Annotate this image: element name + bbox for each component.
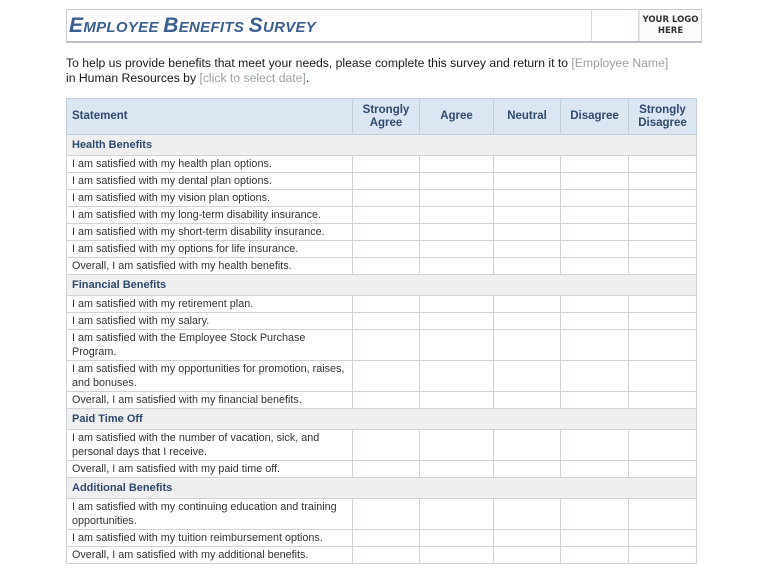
survey-body xyxy=(67,135,697,564)
response-cell-neutral[interactable] xyxy=(494,190,561,207)
logo-placeholder[interactable] xyxy=(639,10,701,41)
response-cell-neutral[interactable] xyxy=(494,296,561,313)
table-row xyxy=(67,392,697,409)
survey-table xyxy=(66,98,697,564)
response-cell-strongly-disagree[interactable] xyxy=(629,547,697,564)
response-cell-disagree[interactable] xyxy=(561,530,629,547)
statement-cell: I am satisfied with the Employee Stock Purchase Program. xyxy=(67,330,353,361)
response-cell-agree[interactable] xyxy=(420,530,494,547)
response-cell-strongly-agree[interactable] xyxy=(353,361,420,392)
response-cell-neutral[interactable] xyxy=(494,430,561,461)
response-cell-strongly-disagree[interactable] xyxy=(629,330,697,361)
response-cell-strongly-disagree[interactable] xyxy=(629,173,697,190)
intro-text: To help us provide benefits that meet your needs, please complete this survey and return it to [Employee Name] in Human Resources by [click to select date]. xyxy=(66,56,669,85)
response-cell-neutral[interactable] xyxy=(494,547,561,564)
response-cell-strongly-disagree[interactable] xyxy=(629,224,697,241)
response-cell-disagree[interactable] xyxy=(561,224,629,241)
response-cell-neutral[interactable] xyxy=(494,173,561,190)
section-row xyxy=(67,275,697,296)
statement-cell: Overall, I am satisfied with my paid time off. xyxy=(67,461,353,478)
response-cell-strongly-disagree[interactable] xyxy=(629,530,697,547)
column-header-statement: Statement xyxy=(67,99,353,135)
response-cell-strongly-agree[interactable] xyxy=(353,330,420,361)
section-title: Additional Benefits xyxy=(67,478,697,499)
response-cell-agree[interactable] xyxy=(420,173,494,190)
response-cell-agree[interactable] xyxy=(420,392,494,409)
response-cell-neutral[interactable] xyxy=(494,156,561,173)
table-row xyxy=(67,241,697,258)
statement-cell: Overall, I am satisfied with my additional benefits. xyxy=(67,547,353,564)
response-cell-disagree[interactable] xyxy=(561,430,629,461)
statement-cell: Overall, I am satisfied with my health benefits. xyxy=(67,258,353,275)
column-header-agree: Agree xyxy=(420,99,494,135)
table-row xyxy=(67,430,697,461)
statement-cell: I am satisfied with my long-term disability insurance. xyxy=(67,207,353,224)
employee-name-field[interactable]: [Employee Name] xyxy=(571,56,669,70)
table-header-row xyxy=(67,99,697,135)
response-cell-strongly-agree[interactable] xyxy=(353,156,420,173)
statement-cell: I am satisfied with my health plan options. xyxy=(67,156,353,173)
title-bar xyxy=(66,9,702,43)
response-cell-neutral[interactable] xyxy=(494,224,561,241)
response-cell-strongly-agree[interactable] xyxy=(353,241,420,258)
table-row xyxy=(67,530,697,547)
response-cell-strongly-disagree[interactable] xyxy=(629,361,697,392)
table-row xyxy=(67,224,697,241)
response-cell-strongly-agree[interactable] xyxy=(353,224,420,241)
statement-cell: I am satisfied with my continuing education and training opportunities. xyxy=(67,499,353,530)
section-title: Financial Benefits xyxy=(67,275,697,296)
response-cell-agree[interactable] xyxy=(420,361,494,392)
table-row xyxy=(67,190,697,207)
date-picker-field[interactable]: [click to select date] xyxy=(199,71,306,85)
response-cell-strongly-disagree[interactable] xyxy=(629,241,697,258)
response-cell-agree[interactable] xyxy=(420,241,494,258)
response-cell-strongly-disagree[interactable] xyxy=(629,190,697,207)
response-cell-strongly-disagree[interactable] xyxy=(629,207,697,224)
response-cell-disagree[interactable] xyxy=(561,173,629,190)
column-header-disagree: Disagree xyxy=(561,99,629,135)
response-cell-neutral[interactable] xyxy=(494,499,561,530)
response-cell-strongly-disagree[interactable] xyxy=(629,499,697,530)
table-row xyxy=(67,461,697,478)
response-cell-agree[interactable] xyxy=(420,313,494,330)
response-cell-disagree[interactable] xyxy=(561,313,629,330)
response-cell-agree[interactable] xyxy=(420,547,494,564)
section-row xyxy=(67,409,697,430)
response-cell-neutral[interactable] xyxy=(494,461,561,478)
response-cell-strongly-agree[interactable] xyxy=(353,258,420,275)
response-cell-disagree[interactable] xyxy=(561,392,629,409)
response-cell-disagree[interactable] xyxy=(561,461,629,478)
response-cell-strongly-agree[interactable] xyxy=(353,313,420,330)
response-cell-strongly-agree[interactable] xyxy=(353,430,420,461)
response-cell-disagree[interactable] xyxy=(561,190,629,207)
response-cell-agree[interactable] xyxy=(420,330,494,361)
response-cell-disagree[interactable] xyxy=(561,241,629,258)
response-cell-agree[interactable] xyxy=(420,156,494,173)
section-title: Paid Time Off xyxy=(67,409,697,430)
statement-cell: I am satisfied with my retirement plan. xyxy=(67,296,353,313)
statement-cell: I am satisfied with the number of vacation, sick, and personal days that I receive. xyxy=(67,430,353,461)
response-cell-disagree[interactable] xyxy=(561,361,629,392)
section-row xyxy=(67,135,697,156)
response-cell-agree[interactable] xyxy=(420,258,494,275)
table-row xyxy=(67,296,697,313)
response-cell-neutral[interactable] xyxy=(494,207,561,224)
response-cell-agree[interactable] xyxy=(420,499,494,530)
statement-cell: I am satisfied with my tuition reimbursement options. xyxy=(67,530,353,547)
response-cell-strongly-agree[interactable] xyxy=(353,392,420,409)
statement-cell: I am satisfied with my salary. xyxy=(67,313,353,330)
response-cell-neutral[interactable] xyxy=(494,330,561,361)
column-header-strongly-disagree: Strongly Disagree xyxy=(629,99,697,135)
title-cell xyxy=(67,10,592,41)
response-cell-strongly-agree[interactable] xyxy=(353,530,420,547)
response-cell-disagree[interactable] xyxy=(561,156,629,173)
response-cell-disagree[interactable] xyxy=(561,258,629,275)
logo-line-1: YOUR LOGO xyxy=(642,14,699,25)
response-cell-strongly-disagree[interactable] xyxy=(629,461,697,478)
table-row xyxy=(67,313,697,330)
statement-cell: I am satisfied with my vision plan options. xyxy=(67,190,353,207)
logo-line-2: HERE xyxy=(657,25,684,36)
table-row xyxy=(67,173,697,190)
statement-cell: I am satisfied with my opportunities for promotion, raises, and bonuses. xyxy=(67,361,353,392)
response-cell-disagree[interactable] xyxy=(561,547,629,564)
response-cell-strongly-agree[interactable] xyxy=(353,547,420,564)
response-cell-strongly-disagree[interactable] xyxy=(629,296,697,313)
table-row xyxy=(67,361,697,392)
table-row xyxy=(67,207,697,224)
statement-cell: I am satisfied with my dental plan options. xyxy=(67,173,353,190)
response-cell-neutral[interactable] xyxy=(494,258,561,275)
title-spacer xyxy=(592,10,639,41)
statement-cell: I am satisfied with my options for life insurance. xyxy=(67,241,353,258)
response-cell-strongly-agree[interactable] xyxy=(353,207,420,224)
response-cell-agree[interactable] xyxy=(420,207,494,224)
table-row xyxy=(67,258,697,275)
response-cell-disagree[interactable] xyxy=(561,330,629,361)
response-cell-strongly-disagree[interactable] xyxy=(629,430,697,461)
response-cell-strongly-agree[interactable] xyxy=(353,190,420,207)
statement-cell: I am satisfied with my short-term disability insurance. xyxy=(67,224,353,241)
table-row xyxy=(67,330,697,361)
response-cell-agree[interactable] xyxy=(420,430,494,461)
response-cell-agree[interactable] xyxy=(420,296,494,313)
response-cell-strongly-disagree[interactable] xyxy=(629,392,697,409)
response-cell-neutral[interactable] xyxy=(494,392,561,409)
response-cell-disagree[interactable] xyxy=(561,296,629,313)
section-row xyxy=(67,478,697,499)
response-cell-strongly-agree[interactable] xyxy=(353,461,420,478)
response-cell-neutral[interactable] xyxy=(494,313,561,330)
response-cell-neutral[interactable] xyxy=(494,361,561,392)
response-cell-disagree[interactable] xyxy=(561,207,629,224)
response-cell-neutral[interactable] xyxy=(494,530,561,547)
response-cell-strongly-agree[interactable] xyxy=(353,173,420,190)
response-cell-agree[interactable] xyxy=(420,190,494,207)
response-cell-neutral[interactable] xyxy=(494,241,561,258)
response-cell-strongly-agree[interactable] xyxy=(353,296,420,313)
response-cell-disagree[interactable] xyxy=(561,499,629,530)
response-cell-strongly-disagree[interactable] xyxy=(629,258,697,275)
section-title: Health Benefits xyxy=(67,135,697,156)
response-cell-strongly-disagree[interactable] xyxy=(629,156,697,173)
response-cell-strongly-disagree[interactable] xyxy=(629,313,697,330)
table-row xyxy=(67,547,697,564)
column-header-neutral: Neutral xyxy=(494,99,561,135)
table-row xyxy=(67,499,697,530)
response-cell-strongly-agree[interactable] xyxy=(353,499,420,530)
response-cell-agree[interactable] xyxy=(420,461,494,478)
page-title: EMPLOYEE BENEFITS SURVEY xyxy=(69,14,317,37)
table-row xyxy=(67,156,697,173)
statement-cell: Overall, I am satisfied with my financial benefits. xyxy=(67,392,353,409)
column-header-strongly-agree: Strongly Agree xyxy=(353,99,420,135)
response-cell-agree[interactable] xyxy=(420,224,494,241)
